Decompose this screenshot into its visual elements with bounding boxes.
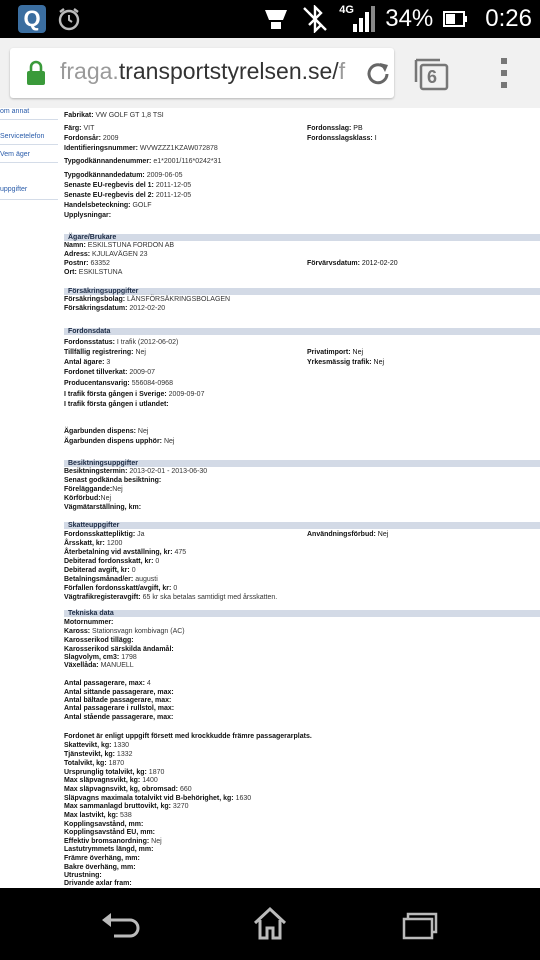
info-row: Körförbud:Nej — [64, 495, 112, 502]
home-icon[interactable] — [252, 906, 288, 940]
info-row: Handelsbeteckning: GOLF — [64, 202, 152, 209]
section-title: Tekniska data — [68, 610, 114, 617]
url-main: transportstyrelsen.se/ — [118, 58, 339, 84]
status-bar — [0, 0, 540, 38]
sidebar-divider — [0, 144, 58, 145]
tab-count: 6 — [427, 67, 438, 87]
info-row: Skattevikt, kg: 1330 — [64, 742, 129, 749]
info-row: Postnr: 63352 — [64, 260, 110, 267]
overflow-menu-icon[interactable] — [496, 56, 512, 92]
lock-icon — [26, 60, 46, 86]
info-row: Främre överhäng, mm: — [64, 855, 140, 862]
sidebar-link-servicetelefon[interactable]: Servicetelefon — [0, 133, 45, 140]
info-row: Effektiv bromsanordning: Nej — [64, 838, 162, 845]
info-row: Max lastvikt, kg: 538 — [64, 812, 132, 819]
info-row: Kopplingsavstånd, mm: — [64, 821, 144, 828]
info-row: Växellåda: MANUELL — [64, 662, 134, 669]
info-row: Återbetalning vid avställning, kr: 475 — [64, 549, 187, 556]
info-row: Max släpvagnsvikt, kg: 1400 — [64, 777, 158, 784]
info-row: Vägmätarställning, km: — [64, 504, 142, 511]
info-row: Producentansvarig: 556084-0968 — [64, 380, 173, 387]
info-row: Adress: KJULAVÄGEN 23 — [64, 251, 148, 258]
nfc-icon — [261, 6, 291, 32]
info-row: Bakre överhäng, mm: — [64, 864, 136, 871]
section-header-tax — [64, 522, 540, 529]
info-row: Användningsförbud: Nej — [307, 531, 389, 538]
info-row: Förvärvsdatum: 2012-02-20 — [307, 260, 398, 267]
info-row: Fordonet tillverkat: 2009-07 — [64, 369, 156, 376]
battery-percent: 34% — [385, 5, 434, 32]
section-header-owner — [64, 234, 540, 241]
info-row: Karosserikod tillägg: — [64, 637, 134, 644]
sidebar-link-om-annat[interactable]: om annat — [0, 108, 30, 115]
clock: 0:26 — [485, 5, 532, 32]
info-row: Kaross: Stationsvagn kombivagn (AC) — [64, 628, 185, 635]
alarm-clock-icon — [56, 6, 82, 32]
info-row: Fabrikat: VW GOLF GT 1,8 TSI — [64, 112, 164, 119]
info-row: Motornummer: — [64, 619, 114, 626]
info-row: Slagvolym, cm3: 1798 — [64, 654, 137, 661]
info-row: Totalvikt, kg: 1870 — [64, 760, 125, 767]
info-row: Privatimport: Nej — [307, 349, 364, 356]
bluetooth-off-icon — [301, 5, 329, 33]
info-row: Fordonsskattepliktig: Ja — [64, 531, 145, 538]
section-title: Ägare/Brukare — [68, 234, 117, 241]
info-row: Besiktningstermin: 2013-02-01 - 2013-06-30 — [64, 468, 208, 475]
airbag-note: Fordonet är enligt uppgift försett med krockkudde främre passagerarplats. — [64, 733, 312, 740]
url-bar[interactable] — [10, 48, 394, 98]
battery-icon — [443, 10, 467, 28]
info-row: Max sammanlagd bruttovikt, kg: 3270 — [64, 803, 189, 810]
info-row: Senaste EU-regbevis del 2: 2011-12-05 — [64, 192, 192, 199]
info-row: Årsskatt, kr: 1200 — [64, 540, 123, 547]
info-row: Fordonsstatus: I trafik (2012-06-02) — [64, 339, 179, 346]
info-row: Vägtrafikregisteravgift: 65 kr ska betalas samtidigt med årsskatten. — [64, 594, 278, 601]
info-row: I trafik första gången i Sverige: 2009-09-07 — [64, 391, 205, 398]
info-row: Ort: ESKILSTUNA — [64, 269, 123, 276]
recent-apps-icon[interactable] — [402, 910, 438, 940]
info-row: Försäkringsbolag: LÄNSFÖRSÄKRINGSBOLAGEN — [64, 296, 231, 303]
info-row: Antal ägare: 3 — [64, 359, 111, 366]
info-row: Lastutrymmets längd, mm: — [64, 846, 154, 853]
info-row: Upplysningar: — [64, 212, 112, 219]
url-suffix: f — [338, 58, 346, 84]
tab-switcher-button[interactable] — [412, 56, 452, 92]
info-row: Antal passagerare i rullstol, max: — [64, 705, 175, 712]
section-title: Försäkringsuppgifter — [68, 288, 139, 295]
info-row: Karosserikod särskilda ändamål: — [64, 646, 174, 653]
info-row: Yrkesmässig trafik: Nej — [307, 359, 385, 366]
back-icon[interactable] — [100, 910, 140, 938]
signal-strength-icon — [339, 4, 375, 34]
info-row: Antal passagerare, max: 4 — [64, 680, 151, 687]
section-title: Fordonsdata — [68, 328, 111, 335]
reload-icon[interactable] — [364, 60, 392, 88]
info-row: Typgodkännandedatum: 2009-06-05 — [64, 172, 183, 179]
section-title: Skatteuppgifter — [68, 522, 120, 529]
web-page — [0, 108, 540, 888]
info-row: Drivande axlar fram: — [64, 880, 132, 887]
info-row: Tillfällig registrering: Nej — [64, 349, 146, 356]
sidebar-divider — [0, 119, 58, 120]
app-notification-icon: Q — [18, 5, 46, 33]
section-title: Besiktningsuppgifter — [68, 460, 139, 467]
info-row: Antal stående passagerare, max: — [64, 714, 174, 721]
info-row: Släpvagns maximala totalvikt vid B-behörighet, kg: 1630 — [64, 795, 252, 802]
info-row: Identifieringsnummer: WVWZZZ1KZAW072878 — [64, 145, 218, 152]
section-header-technical — [64, 610, 540, 617]
info-row: Fordonsslag: PB — [307, 125, 363, 132]
info-row: Ägarbunden dispens upphör: Nej — [64, 438, 175, 445]
info-row: Fordonsår: 2009 — [64, 135, 119, 142]
info-row: Antal bältade passagerare, max: — [64, 697, 172, 704]
info-row: Föreläggande:Nej — [64, 486, 123, 493]
info-row: Debiterad avgift, kr: 0 — [64, 567, 136, 574]
info-row: Senast godkända besiktning: — [64, 477, 162, 484]
info-row: Namn: ESKILSTUNA FORDON AB — [64, 242, 175, 249]
sidebar — [0, 108, 58, 888]
info-row: Försäkringsdatum: 2012-02-20 — [64, 305, 166, 312]
info-row: Ursprunglig totalvikt, kg: 1870 — [64, 769, 165, 776]
navigation-bar — [0, 888, 540, 960]
info-row: Antal sittande passagerare, max: — [64, 689, 174, 696]
sidebar-link-uppgifter[interactable]: uppgifter — [0, 186, 28, 193]
url-prefix: fraga. — [60, 58, 119, 84]
info-row: Debiterad fordonsskatt, kr: 0 — [64, 558, 160, 565]
url-text — [60, 58, 345, 85]
info-row: Färg: VIT — [64, 125, 95, 132]
sidebar-divider — [0, 199, 58, 200]
info-row: Senaste EU-regbevis del 1: 2011-12-05 — [64, 182, 192, 189]
info-row: Typgodkännandenummer: e1*2001/116*0242*31 — [64, 158, 222, 165]
info-row: Tjänstevikt, kg: 1332 — [64, 751, 133, 758]
info-row: Betalningsmånad/er: augusti — [64, 576, 158, 583]
info-row: Max släpvagnsvikt, kg, obromsad: 660 — [64, 786, 192, 793]
info-row: Fordonsslagsklass: I — [307, 135, 377, 142]
info-row: Ägarbunden dispens: Nej — [64, 428, 149, 435]
info-row: Utrustning: — [64, 872, 102, 879]
network-type-label: 4G — [339, 4, 354, 16]
info-row: I trafik första gången i utlandet: — [64, 401, 169, 408]
info-row: Förfallen fordonsskatt/avgift, kr: 0 — [64, 585, 178, 592]
browser-toolbar — [0, 38, 540, 109]
sidebar-link-vem-ager[interactable]: Vem äger — [0, 151, 30, 158]
sidebar-divider — [0, 162, 58, 163]
info-row: Kopplingsavstånd EU, mm: — [64, 829, 156, 836]
section-header-vehicle-data — [64, 328, 540, 335]
